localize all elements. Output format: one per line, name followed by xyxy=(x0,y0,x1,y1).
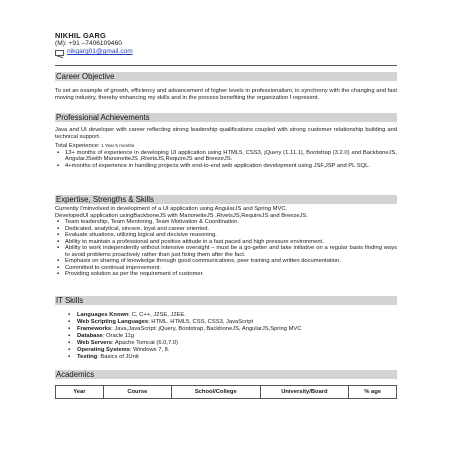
list-item: ▪ Ability to maintain a professional and positive attitude in a fast paced and high pressure environment. xyxy=(55,239,397,246)
section-heading-it-skills: IT Skills xyxy=(55,296,397,305)
header-divider xyxy=(55,65,397,66)
skill-value: : Java,JavaScript: jQuery, Bootstrap, BackboneJS, AngularJS,Spring MVC xyxy=(111,326,302,332)
candidate-name: NIKHIL GARG xyxy=(55,31,106,40)
section-heading-expertise: Expertise, Strengths & Skills xyxy=(55,195,397,204)
phone-number: (M): +91 –7406109460 xyxy=(55,40,122,48)
skill-label: Testing xyxy=(77,354,98,360)
list-item: ▪ Evaluate situations, utilizing logical and decisive reasoning. xyxy=(55,232,397,239)
career-objective-text xyxy=(55,88,397,101)
skill-label: Operating Systems xyxy=(77,347,130,353)
skill-value: : Apache Tomcat (6.0,7.0) xyxy=(112,340,178,346)
skill-label: Web Servers xyxy=(77,340,113,346)
skill-value: : Basics of JUnit xyxy=(97,354,139,360)
skill-value: : C, C++, J2SE, J2EE. xyxy=(128,312,186,318)
list-item xyxy=(55,354,397,361)
skill-label: Database xyxy=(77,333,103,339)
expertise-list xyxy=(55,219,397,278)
email-row xyxy=(55,48,133,56)
contact-header xyxy=(55,32,133,57)
achievements-list xyxy=(55,150,397,170)
expertise-line-1: Currently I'minvolved in development of a UI application using AngularJS and Spring MVC. xyxy=(55,206,288,212)
academics-table xyxy=(55,385,397,399)
envelope-icon xyxy=(55,50,64,56)
email-link[interactable]: nikgarg01@gmail.com xyxy=(67,48,133,56)
professional-achievements-body xyxy=(55,127,397,169)
list-item xyxy=(55,333,397,340)
column-header: % age xyxy=(349,386,397,399)
skill-label: Languages Known xyxy=(77,312,129,318)
skill-label: Web Scripting Languages xyxy=(77,319,149,325)
total-experience-label: Total Experience: xyxy=(55,143,100,149)
section-heading-academics: Academics xyxy=(55,370,397,379)
column-header: School/College xyxy=(171,386,260,399)
skill-label: Frameworks xyxy=(77,326,112,332)
list-item: ▪ Ability to work independently without intensive oversight – must be a go-getter and take initiative on a regular basis finding ways to avoid problems proactively rather than just fixing them after the fact. xyxy=(55,245,397,258)
list-item: ▪ Providing solution as per the requirement of customer. xyxy=(55,271,397,278)
section-heading-career-objective: Career Objective xyxy=(55,72,397,81)
section-heading-professional-achievements: Professional Achievements xyxy=(55,113,397,122)
list-item xyxy=(55,312,397,319)
skill-value: : HTML, HTML5, CSS, CSS3, JavaScript xyxy=(148,319,254,325)
list-item xyxy=(55,340,397,347)
list-item: ▪ Emphasis on sharing of knowledge through good communications, peer training and written documentation. xyxy=(55,258,397,265)
list-item: ▪ 4+months of experience in handling projects with end-to-end web application development using JSF,JSP and PL SQL. xyxy=(55,163,397,170)
list-item: ▪ Team leadership, Team Mentoring, Team Motivation & Coordination. xyxy=(55,219,397,226)
list-item xyxy=(55,319,397,326)
it-skills-list xyxy=(55,312,397,361)
career-objective-paragraph: To set an example of growth, efficiency and advancement of higher levels in professionalism, in synchrony with the changing and fast moving industry, thereby enhancing my skills and in the process benefiting the organization I represent. xyxy=(55,88,397,101)
professional-summary: Java and UI developer with career reflecting strong leadership qualifications coupled with strong customer relationship building and technical support. xyxy=(55,127,397,140)
list-item: ▪ 13+ months of experience in developing UI application using HTML5, CSS3, jQuery (1.11.1), Bootstrap (3.2.0) and BackboneJS, AngularJSwith ManonetteJS ,RivetsJS,RequireJS and BreezeJS. xyxy=(55,150,397,163)
total-experience-value: 1 Year 5 months xyxy=(101,143,135,148)
it-skills-body xyxy=(55,312,397,361)
list-item xyxy=(55,326,397,333)
column-header: Course xyxy=(103,386,171,399)
expertise-body xyxy=(55,206,397,278)
column-header: Year xyxy=(56,386,104,399)
list-item: ▪ Committed to continual improvement. xyxy=(55,265,397,272)
expertise-line-2: DevelopedUI application usingBackboneJS with MarionetteJS ,RivetsJS,RequireJS and BreezeJS. xyxy=(55,212,308,219)
list-item: ▪ Dedicated, analytical, sincere, loyal and career oriented. xyxy=(55,226,397,233)
table-header-row xyxy=(56,386,397,399)
skill-value: : Windows 7, 8. xyxy=(129,347,170,353)
skill-value: : Oracle 11g xyxy=(102,333,134,339)
list-item xyxy=(55,347,397,354)
column-header: University/Board xyxy=(260,386,349,399)
